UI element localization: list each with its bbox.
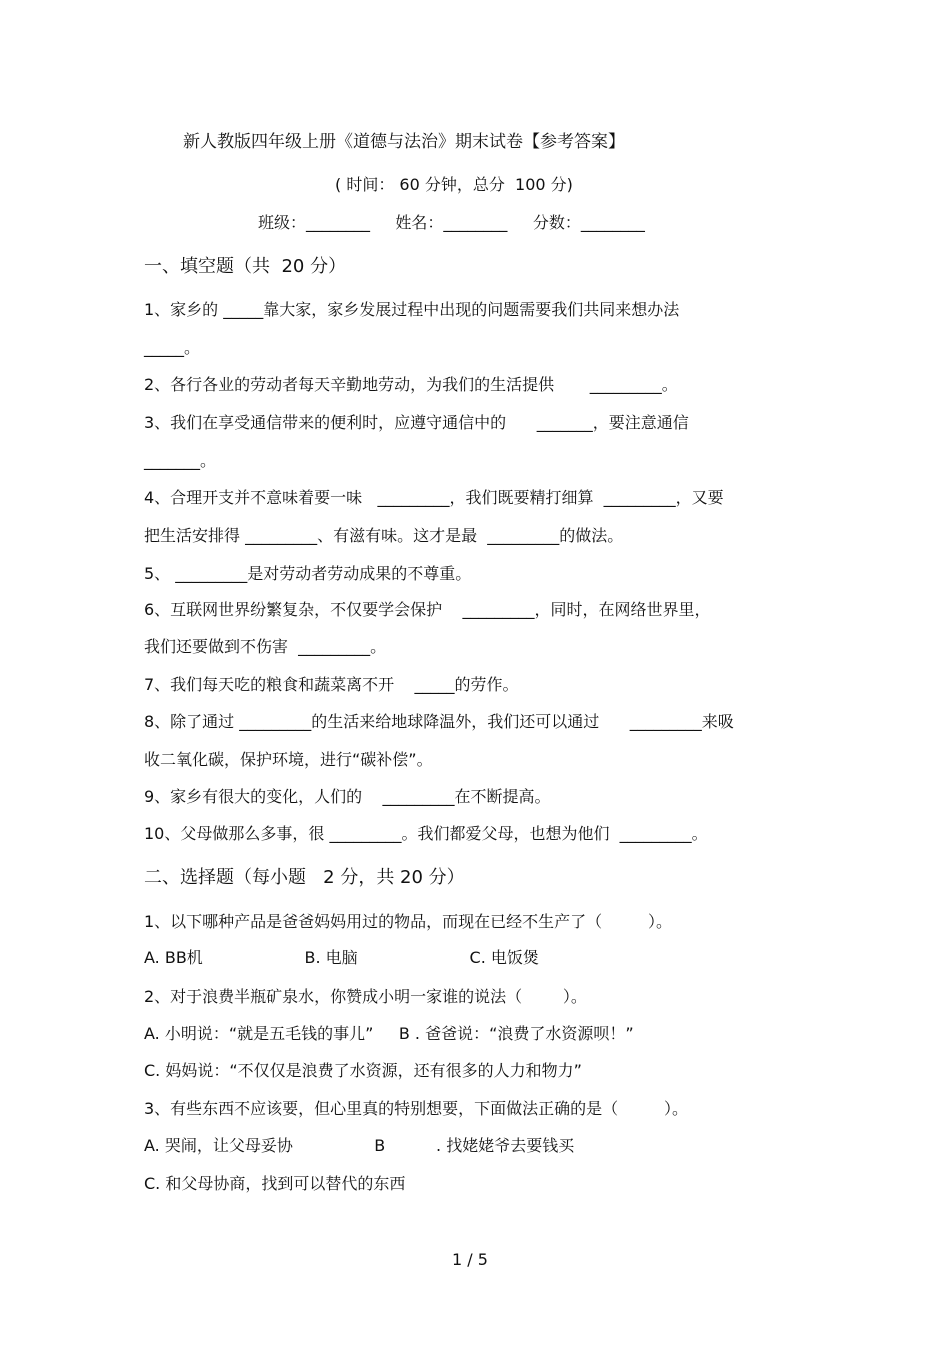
question-line: 收二氧化碳，保护环境，进行“碳补偿”。 (144, 750, 433, 769)
question-line: 9、家乡有很大的变化，人们的 _________在不断提高。 (144, 787, 551, 806)
question-line: 7、我们每天吃的粮食和蔬菜离不开 _____的劳作。 (144, 675, 519, 694)
question-line: 10、父母做那么多事，很 _________。我们都爱父母，也想为他们 _________。 (144, 824, 708, 843)
exam-time-info: ( 时间： 60 分钟，总分 100 分) (335, 175, 573, 194)
question-line: 2、各行各业的劳动者每天辛勤地劳动，为我们的生活提供 _________。 (144, 375, 678, 394)
question-line: 把生活安排得 _________、有滋有味。这才是最 _________的做法。 (144, 526, 624, 545)
question-line: 1、家乡的 _____靠大家，家乡发展过程中出现的问题需要我们共同来想办法 (144, 300, 680, 319)
question-line: 5、 _________是对劳动者劳动成果的不尊重。 (144, 564, 472, 583)
section-heading-fill-blank: 一、填空题（共 20 分） (144, 256, 347, 277)
choice-options: A. 小明说：“就是五毛钱的事儿” B . 爸爸说：“浪费了水资源呗！” (144, 1024, 634, 1043)
question-line: 8、除了通过 _________的生活来给地球降温外，我们还可以通过 _________来吸 (144, 712, 734, 731)
question-line: 2、对于浪费半瓶矿泉水，你赞成小明一家谁的说法（ ）。 (144, 987, 587, 1006)
question-line: _____。 (144, 338, 201, 357)
choice-options: A. 哭闹，让父母妥协 B . 找姥姥爷去要钱买 (144, 1136, 575, 1155)
student-info-line: 班级：________ 姓名：________ 分数：________ (258, 213, 645, 232)
choice-options: C. 和父母协商，找到可以替代的东西 (144, 1174, 406, 1193)
choice-options: C. 妈妈说：“不仅仅是浪费了水资源，还有很多的人力和物力” (144, 1061, 582, 1080)
choice-options: A. BB机 B. 电脑 C. 电饭煲 (144, 948, 539, 967)
question-line: 3、有些东西不应该要，但心里真的特别想要，下面做法正确的是（ ）。 (144, 1099, 688, 1118)
page-number: 1 / 5 (452, 1250, 488, 1269)
question-line: 4、合理开支并不意味着要一味 _________，我们既要精打细算 _________，又要 (144, 488, 724, 507)
section-heading-multiple-choice: 二、选择题（每小题 2 分，共 20 分） (144, 867, 465, 888)
question-line: 1、以下哪种产品是爸爸妈妈用过的物品，而现在已经不生产了（ ）。 (144, 912, 672, 931)
question-line: 6、互联网世界纷繁复杂，不仅要学会保护 _________，同时，在网络世界里， (144, 600, 711, 619)
question-line: 我们还要做到不伤害 _________。 (144, 637, 387, 656)
question-line: 3、我们在享受通信带来的便利时，应遵守通信中的 _______，要注意通信 (144, 413, 689, 432)
question-line: _______。 (144, 451, 217, 470)
page-title: 新人教版四年级上册《道德与法治》期末试卷【参考答案】 (183, 132, 625, 152)
